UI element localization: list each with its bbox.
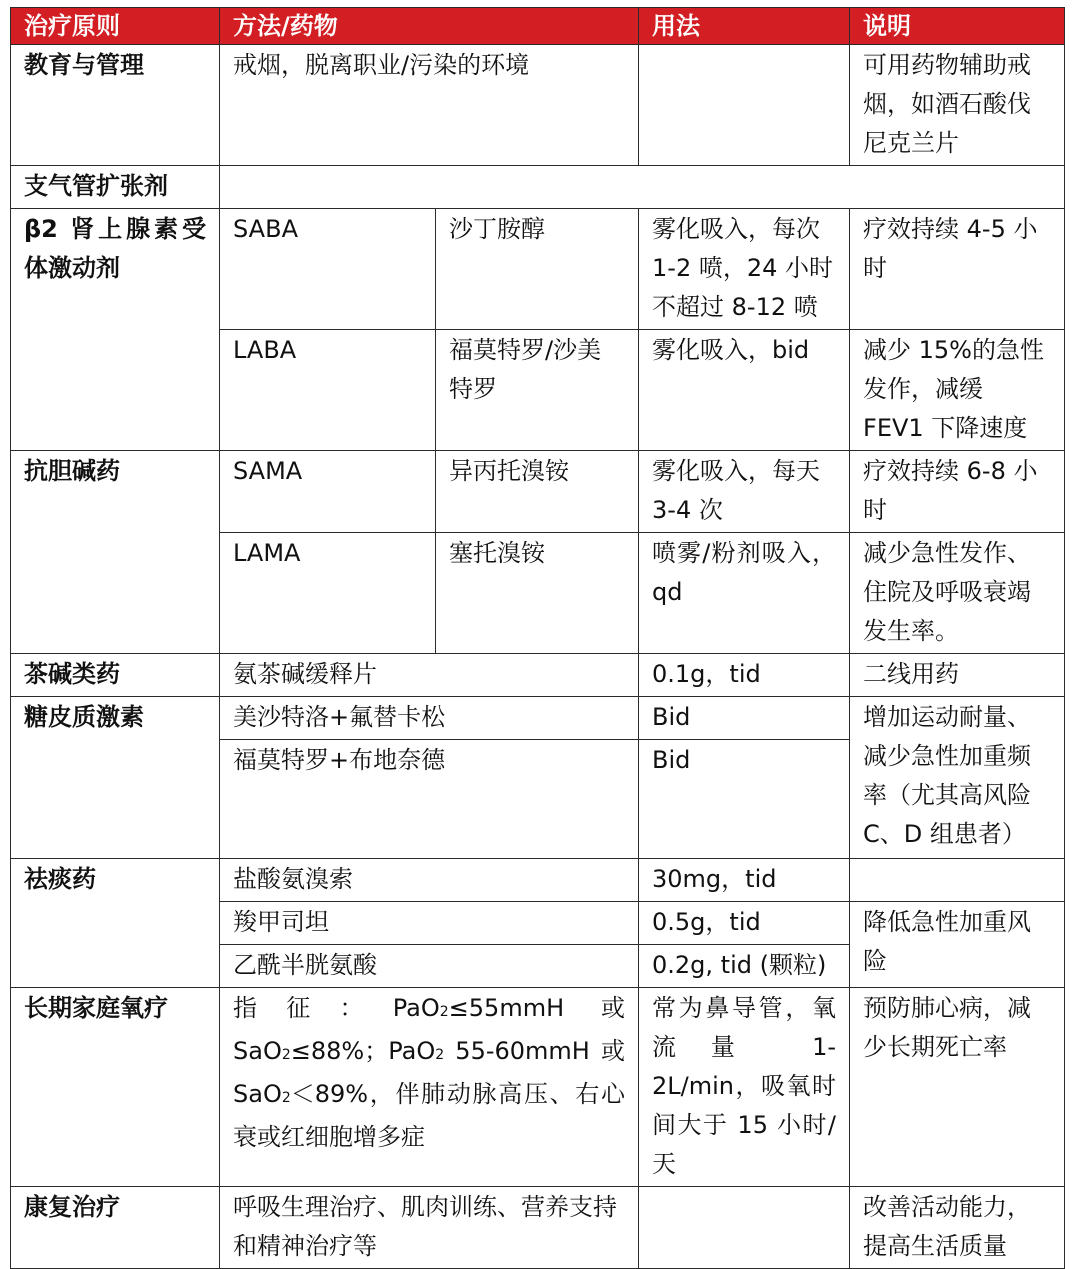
class-laba: LABA xyxy=(220,330,436,451)
header-principle: 治疗原则 xyxy=(11,8,220,45)
method-theophylline: 氨茶碱缓释片 xyxy=(220,654,639,697)
note-oxygen: 预防肺心病，减少长期死亡率 xyxy=(850,988,1065,1187)
usage-expectorant-3: 0.2g, tid (颗粒) xyxy=(639,945,850,988)
class-sama: SAMA xyxy=(220,451,436,533)
note-rehab: 改善活动能力，提高生活质量 xyxy=(850,1187,1065,1269)
oxygen-sub-1: 2 xyxy=(439,1004,449,1020)
table-row-oxygen xyxy=(11,988,1065,1187)
method-expectorant-1: 盐酸氨溴索 xyxy=(220,859,639,902)
method-glucocorticoid-2: 福莫特罗+布地奈德 xyxy=(220,740,639,859)
principle-expectorant: 祛痰药 xyxy=(11,859,220,988)
method-expectorant-3: 乙酰半胱氨酸 xyxy=(220,945,639,988)
class-lama: LAMA xyxy=(220,533,436,654)
usage-theophylline: 0.1g，tid xyxy=(639,654,850,697)
drug-laba: 福莫特罗/沙美特罗 xyxy=(436,330,639,451)
table-row-saba xyxy=(11,209,1065,330)
principle-oxygen: 长期家庭氧疗 xyxy=(11,988,220,1187)
oxygen-text-2: ≤55mmH 或 SaO xyxy=(233,994,626,1065)
bronchodilator-empty-cell xyxy=(220,166,1065,209)
table-row-sama xyxy=(11,451,1065,533)
method-education: 戒烟，脱离职业/污染的环境 xyxy=(220,45,639,166)
header-method: 方法/药物 xyxy=(220,8,639,45)
copd-treatment-table xyxy=(10,7,1065,1269)
usage-laba: 雾化吸入，bid xyxy=(639,330,850,451)
drug-sama: 异丙托溴铵 xyxy=(436,451,639,533)
drug-lama: 塞托溴铵 xyxy=(436,533,639,654)
note-education: 可用药物辅助戒烟，如酒石酸伐尼克兰片 xyxy=(850,45,1065,166)
usage-education xyxy=(639,45,850,166)
principle-beta2: β2 肾上腺素受体激动剂 xyxy=(11,209,220,451)
method-rehab: 呼吸生理治疗、肌肉训练、营养支持和精神治疗等 xyxy=(220,1187,639,1269)
usage-oxygen: 常为鼻导管，氧流量 1-2L/min，吸氧时间大于 15 小时/天 xyxy=(639,988,850,1187)
table-row-glucocorticoid-1 xyxy=(11,697,1065,740)
header-usage: 用法 xyxy=(639,8,850,45)
class-saba: SABA xyxy=(220,209,436,330)
usage-expectorant-1: 30mg，tid xyxy=(639,859,850,902)
usage-glucocorticoid-2: Bid xyxy=(639,740,850,859)
table-row-theophylline xyxy=(11,654,1065,697)
principle-theophylline: 茶碱类药 xyxy=(11,654,220,697)
principle-bronchodilator: 支气管扩张剂 xyxy=(11,166,220,209)
note-sama: 疗效持续 6-8 小时 xyxy=(850,451,1065,533)
oxygen-text-3: ≤88%；PaO xyxy=(290,1037,436,1065)
table-row-expectorant-1 xyxy=(11,859,1065,902)
note-laba: 减少 15%的急性发作，减缓 FEV1 下降速度 xyxy=(850,330,1065,451)
principle-education: 教育与管理 xyxy=(11,45,220,166)
method-oxygen xyxy=(220,988,639,1187)
header-note: 说明 xyxy=(850,8,1065,45)
note-expectorant: 降低急性加重风险 xyxy=(850,902,1065,988)
usage-glucocorticoid-1: Bid xyxy=(639,697,850,740)
drug-saba: 沙丁胺醇 xyxy=(436,209,639,330)
oxygen-sub-2: 2 xyxy=(281,1047,291,1063)
oxygen-sub-3: 2 xyxy=(435,1047,445,1063)
table-row-rehab xyxy=(11,1187,1065,1269)
table-row-education xyxy=(11,45,1065,166)
table-row-bronchodilator xyxy=(11,166,1065,209)
method-expectorant-2: 羧甲司坦 xyxy=(220,902,639,945)
usage-sama: 雾化吸入，每天 3-4 次 xyxy=(639,451,850,533)
note-expectorant-empty xyxy=(850,859,1065,902)
method-glucocorticoid-1: 美沙特洛+氟替卡松 xyxy=(220,697,639,740)
note-theophylline: 二线用药 xyxy=(850,654,1065,697)
usage-expectorant-2: 0.5g，tid xyxy=(639,902,850,945)
note-glucocorticoid: 增加运动耐量、减少急性加重频率（尤其高风险 C、D 组患者） xyxy=(850,697,1065,859)
oxygen-sub-4: 2 xyxy=(281,1090,291,1106)
usage-saba: 雾化吸入，每次 1-2 喷，24 小时不超过 8-12 喷 xyxy=(639,209,850,330)
note-lama: 减少急性发作、住院及呼吸衰竭发生率。 xyxy=(850,533,1065,654)
oxygen-text-5: ＜89%，伴肺动脉高压、右心衰或红细胞增多症 xyxy=(233,1080,626,1151)
oxygen-text-4: 55-60mmH 或 SaO xyxy=(233,1037,626,1108)
principle-anticholinergic: 抗胆碱药 xyxy=(11,451,220,654)
oxygen-text-1: 指征：PaO xyxy=(233,994,440,1022)
note-saba: 疗效持续 4-5 小时 xyxy=(850,209,1065,330)
principle-glucocorticoid: 糖皮质激素 xyxy=(11,697,220,859)
principle-rehab: 康复治疗 xyxy=(11,1187,220,1269)
usage-lama: 喷雾/粉剂吸入，qd xyxy=(639,533,850,654)
header-row xyxy=(11,8,1065,45)
usage-rehab xyxy=(639,1187,850,1269)
